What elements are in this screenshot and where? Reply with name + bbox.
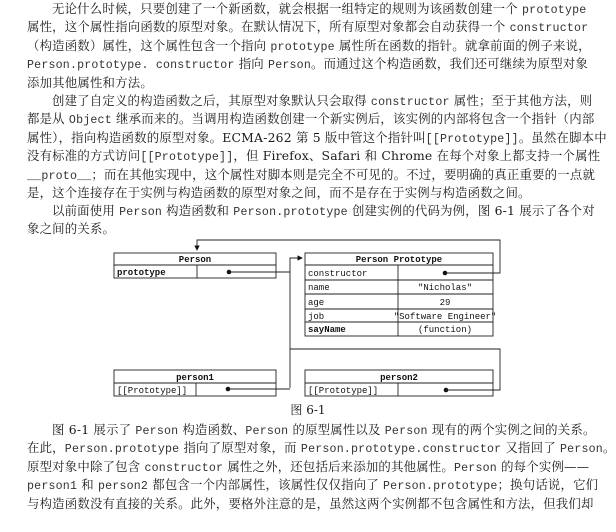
- text-run: 属性；至于其他方法，则: [449, 93, 593, 108]
- person-box-title: Person: [178, 255, 212, 265]
- text-run: 。而通过这个构造函数，我们还可继续为原型对象: [311, 56, 588, 72]
- code-term: [[Prototype]]: [140, 151, 234, 165]
- code-term: Person.prototype. constructor: [27, 59, 235, 73]
- text-run: 和: [77, 477, 98, 493]
- text-run: 都是从: [27, 111, 69, 127]
- text-run: ，但 Firefox、Safari 和 Chrome 在每个对象上都支持一个属性: [233, 148, 601, 164]
- text-run: ；而在其他实现中，这个属性对脚本则是完全不可见的。不过，要明确的真正重要的一点就: [91, 166, 596, 182]
- prototype-row-name-key: name: [308, 283, 330, 293]
- text-run: 。: [602, 440, 616, 456]
- text-run: 属性），指向构造函数的原型对象。ECMA-262 第 5 版中管这个指针叫: [27, 129, 426, 145]
- code-term: Person: [384, 425, 428, 438]
- person2-box-title: person2: [380, 373, 418, 383]
- text-run: 。虽然在脚本中: [518, 129, 607, 145]
- figure-caption: 图 6-1: [290, 403, 326, 417]
- text-run: 的原型属性以及: [288, 422, 385, 437]
- code-term: constructor: [144, 461, 224, 475]
- prototype-row-sayname-key: sayName: [308, 325, 346, 335]
- text-run: 没有标准的方式访问: [27, 148, 141, 164]
- text-run: 属性，这个属性指向函数的原型对象。在默认情况下，所有原型对象都会自动获得一个: [27, 19, 510, 35]
- code-term: prototype: [270, 40, 335, 54]
- text-run: 指向: [234, 56, 269, 72]
- code-term: Person.prototype: [233, 206, 348, 219]
- person-prototype-key: prototype: [117, 268, 166, 278]
- prototype-box-title: Person Prototype: [355, 255, 443, 265]
- code-term: Object: [68, 114, 112, 128]
- code-term: Person: [268, 59, 311, 73]
- code-term: constructor: [509, 22, 589, 36]
- text-run: 原型对象中除了包含: [27, 458, 145, 474]
- prototype-row-job-key: job: [308, 312, 325, 322]
- text-run: 无论什么时候，只要创建了一个新函数，就会根据一组特定的规则为该函数创建一个: [52, 1, 522, 16]
- text-run: 属性所在函数的指针。就拿前面的例子来说，: [334, 37, 591, 53]
- prototype-row-job-value: "Software Engineer": [393, 312, 497, 322]
- code-term: constructor: [370, 96, 450, 109]
- text-run: 创建实例的代码为例，图 6-1 展示了各个对: [347, 203, 595, 218]
- person-constructor-box: [114, 253, 276, 278]
- text-run: 都包含一个内部属性，该属性仅仅指向了: [148, 477, 384, 493]
- text-run: 属性之外，还包括后来添加的其他属性。: [223, 458, 454, 474]
- prototype-row-age-value: 29: [439, 298, 451, 308]
- code-term: prototype: [522, 4, 587, 17]
- code-term: person2: [97, 480, 149, 494]
- person1-prototype-key: [[Prototype]]: [117, 386, 188, 396]
- text-run: （构造函数）属性，这个属性包含一个指向: [27, 37, 271, 53]
- text-run: 又指回了: [501, 440, 560, 456]
- text-run: 在此，: [27, 440, 65, 456]
- text-run: 构造函数、: [178, 422, 246, 437]
- text-run: 指向了原型对象，而: [179, 440, 301, 456]
- text-run: 添加其他属性和方法。: [27, 74, 153, 90]
- person2-prototype-key: [[Prototype]]: [308, 386, 379, 396]
- text-run: 继承而来的。当调用构造函数创建一个新实例后，该实例的内部将包含一个指针（内部: [111, 111, 595, 127]
- code-term: Person.prototype: [383, 480, 498, 494]
- prototype-row-constructor-key: constructor: [308, 269, 368, 279]
- code-term: Person: [559, 443, 603, 457]
- text-run: 与构造函数没有直接的关系。此外，要格外注意的是，虽然这两个实例都不包含属性和方法，但我们却: [27, 495, 594, 511]
- prototype-row-sayname-value: (function): [417, 325, 473, 335]
- code-term: Person: [245, 425, 289, 438]
- code-term: Person.prototype.constructor: [300, 443, 502, 457]
- text-run: 图 6-1 展示了: [52, 422, 136, 437]
- code-term: [[Prototype]]: [425, 132, 519, 146]
- text-run: 的每个实例——: [496, 458, 590, 474]
- text-run: 是，这个连接存在于实例与构造函数的原型对象之间，而不是存在于实例与构造函数之间。: [27, 185, 531, 200]
- person1-box-title: person1: [176, 373, 214, 383]
- text-run: 现有的两个实例之间的关系。: [427, 422, 596, 437]
- prototype-arrow: [290, 258, 302, 388]
- text-run: ；换句话说，它们: [497, 477, 599, 493]
- code-term: Person: [119, 206, 163, 219]
- code-term: person1: [27, 480, 78, 494]
- person2-instance-box: [305, 370, 493, 396]
- person-prototype-box: [305, 253, 496, 336]
- text-run: 创建了自定义的构造函数之后，其原型对象默认只会取得: [52, 93, 371, 108]
- prototype-row-age-key: age: [308, 298, 325, 308]
- person1-instance-box: [114, 370, 276, 396]
- text-run: 象之间的关系。: [27, 221, 116, 237]
- code-term: Person.prototype: [64, 443, 180, 457]
- text-run: 构造函数和: [162, 203, 234, 218]
- prototype-row-name-value: "Nicholas": [417, 283, 473, 293]
- code-term: Person: [135, 425, 179, 438]
- code-term: __proto__: [27, 169, 92, 183]
- text-run: 以前面使用: [52, 203, 120, 218]
- code-term: Person: [453, 461, 497, 475]
